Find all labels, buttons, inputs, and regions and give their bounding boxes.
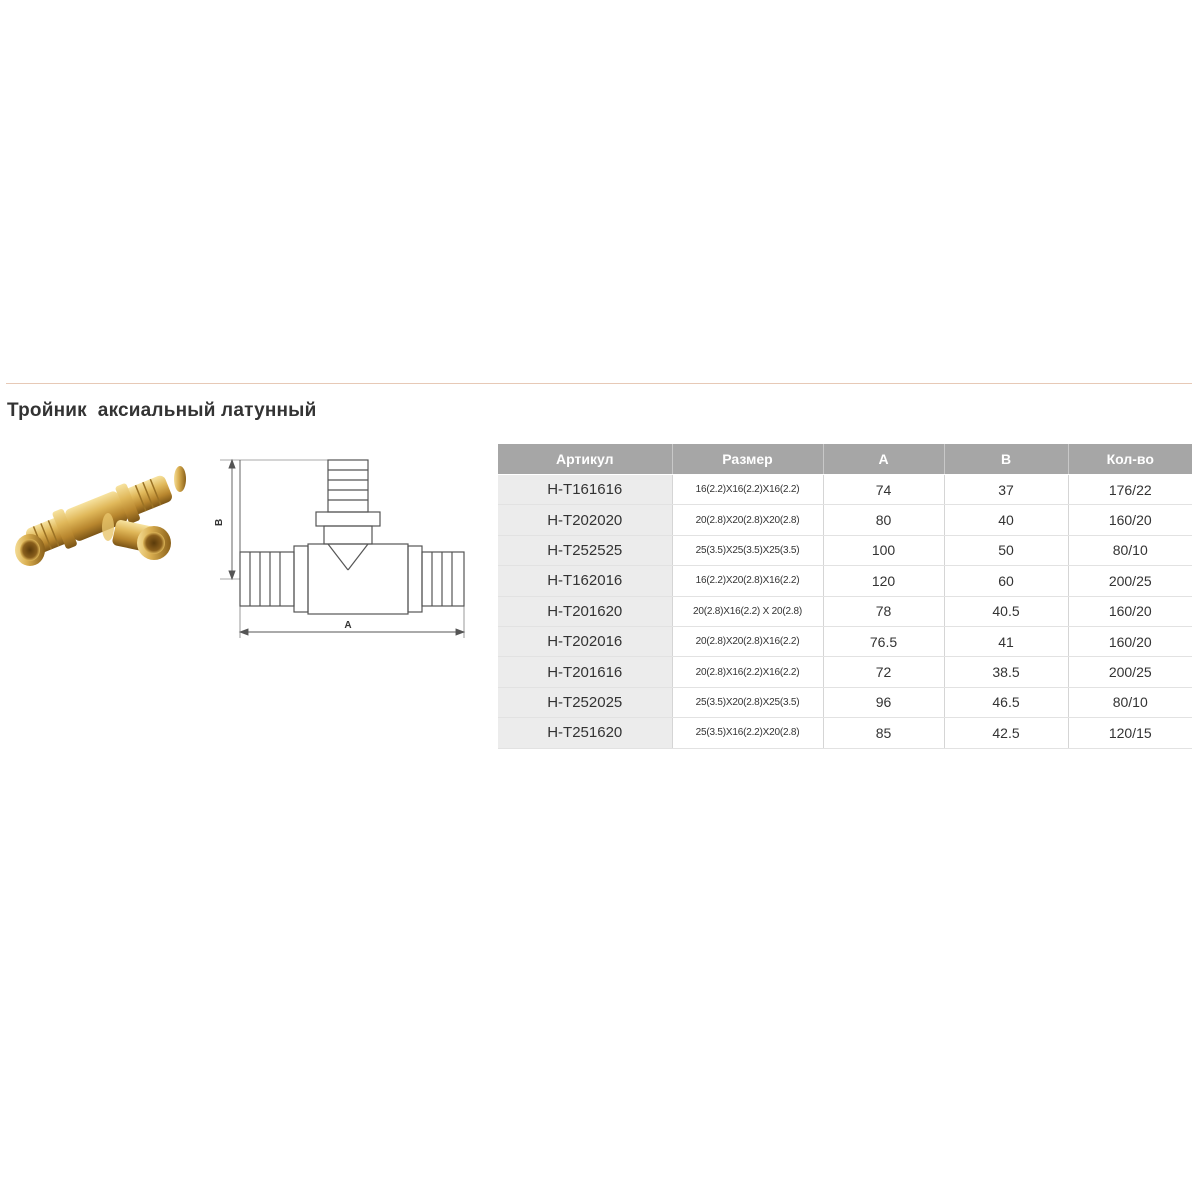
cell-size: 20(2.8)X20(2.8)X20(2.8)	[672, 505, 823, 535]
page-title: Тройник аксиальный латунный	[7, 400, 317, 421]
cell-size: 20(2.8)X20(2.8)X16(2.2)	[672, 626, 823, 656]
cell-article: H-T161616	[498, 475, 672, 505]
table-row	[498, 596, 1192, 626]
table-row	[498, 505, 1192, 535]
cell-b: 42.5	[944, 718, 1068, 748]
cell-size: 25(3.5)X25(3.5)X25(3.5)	[672, 535, 823, 565]
cell-b: 40.5	[944, 596, 1068, 626]
cell-size: 20(2.8)X16(2.2)X16(2.2)	[672, 657, 823, 687]
cell-article: H-T162016	[498, 566, 672, 596]
cell-article: H-T202016	[498, 626, 672, 656]
cell-quantity: 80/10	[1068, 535, 1192, 565]
tee-fitting-technical-drawing	[210, 452, 475, 642]
cell-a: 85	[823, 718, 944, 748]
cell-a: 96	[823, 687, 944, 717]
cell-article: H-T252025	[498, 687, 672, 717]
dimension-b-label: B	[214, 518, 225, 526]
table-row	[498, 657, 1192, 687]
spec-table	[498, 444, 1192, 749]
table-row	[498, 566, 1192, 596]
cell-size: 25(3.5)X16(2.2)X20(2.8)	[672, 718, 823, 748]
cell-b: 38.5	[944, 657, 1068, 687]
cell-quantity: 80/10	[1068, 687, 1192, 717]
cell-quantity: 176/22	[1068, 475, 1192, 505]
dimension-a-label: A	[344, 620, 352, 631]
cell-b: 50	[944, 535, 1068, 565]
cell-article: H-T201620	[498, 596, 672, 626]
cell-a: 120	[823, 566, 944, 596]
cell-b: 60	[944, 566, 1068, 596]
cell-quantity: 160/20	[1068, 505, 1192, 535]
cell-quantity: 160/20	[1068, 596, 1192, 626]
header-quantity: Кол-во	[1068, 444, 1192, 475]
cell-size: 16(2.2)X16(2.2)X16(2.2)	[672, 475, 823, 505]
cell-quantity: 200/25	[1068, 657, 1192, 687]
table-row	[498, 535, 1192, 565]
cell-quantity: 200/25	[1068, 566, 1192, 596]
header-article: Артикул	[498, 444, 672, 475]
header-size: Размер	[672, 444, 823, 475]
header-a: A	[823, 444, 944, 475]
table-row	[498, 626, 1192, 656]
cell-a: 80	[823, 505, 944, 535]
cell-b: 37	[944, 475, 1068, 505]
cell-quantity: 120/15	[1068, 718, 1192, 748]
brass-tee-fitting-photo	[4, 455, 186, 575]
cell-a: 72	[823, 657, 944, 687]
cell-article: H-T251620	[498, 718, 672, 748]
cell-a: 76.5	[823, 626, 944, 656]
cell-article: H-T202020	[498, 505, 672, 535]
top-divider	[6, 383, 1192, 384]
table-row	[498, 687, 1192, 717]
cell-article: H-T252525	[498, 535, 672, 565]
cell-a: 100	[823, 535, 944, 565]
cell-size: 16(2.2)X20(2.8)X16(2.2)	[672, 566, 823, 596]
cell-a: 78	[823, 596, 944, 626]
cell-b: 46.5	[944, 687, 1068, 717]
cell-quantity: 160/20	[1068, 626, 1192, 656]
cell-size: 25(3.5)X20(2.8)X25(3.5)	[672, 687, 823, 717]
cell-size: 20(2.8)X16(2.2) X 20(2.8)	[672, 596, 823, 626]
table-row	[498, 475, 1192, 505]
header-b: B	[944, 444, 1068, 475]
cell-article: H-T201616	[498, 657, 672, 687]
cell-b: 41	[944, 626, 1068, 656]
cell-a: 74	[823, 475, 944, 505]
table-row	[498, 718, 1192, 748]
cell-b: 40	[944, 505, 1068, 535]
table-header-row	[498, 444, 1192, 475]
